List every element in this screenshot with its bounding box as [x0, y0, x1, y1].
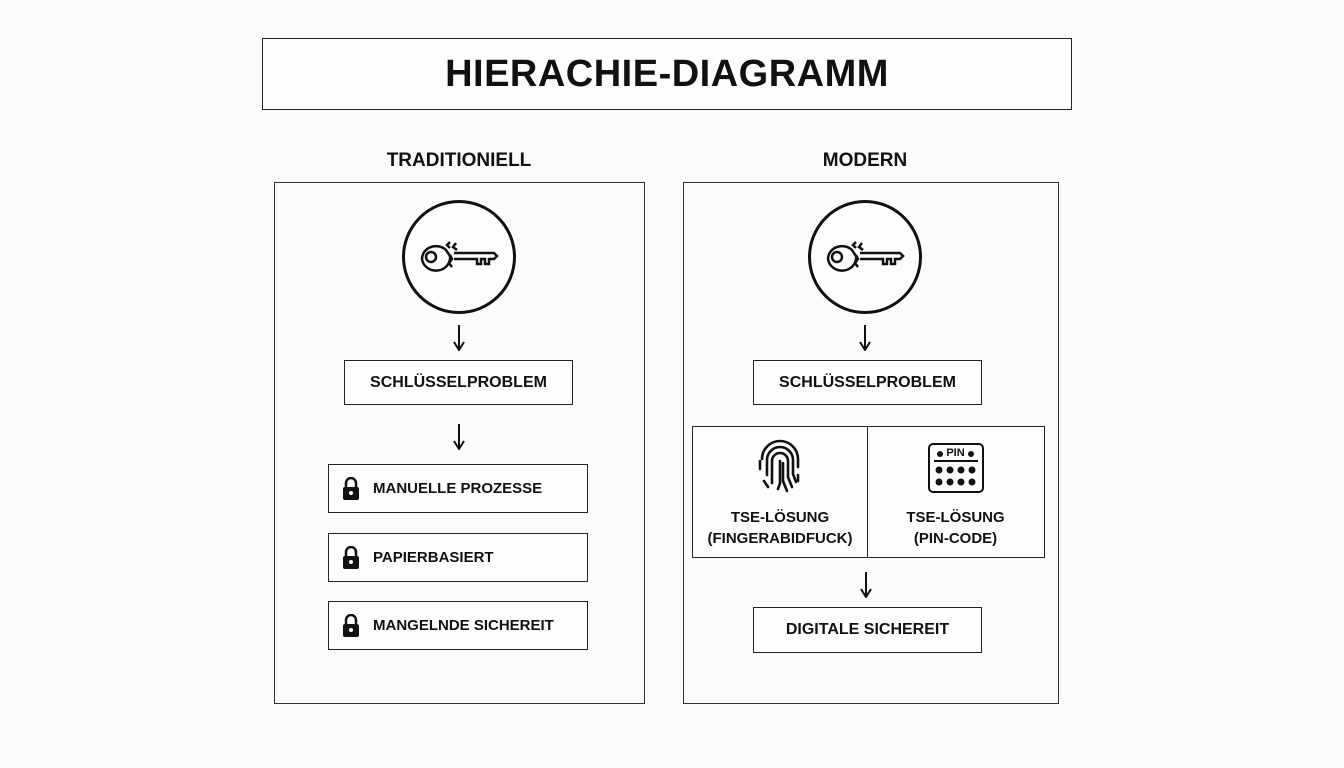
lock-icon — [341, 546, 361, 570]
item-label: PAPIERBASIERT — [373, 549, 494, 566]
fingerprint-icon — [756, 437, 804, 495]
digital-security-box: DIGITALE SICHEREIT — [753, 607, 982, 653]
solution-pin — [868, 427, 1043, 557]
broken-key-icon — [402, 200, 516, 314]
traditional-item-security — [328, 601, 588, 650]
traditional-item-manual — [328, 464, 588, 513]
solution-subtitle: (PIN-CODE) — [913, 530, 998, 547]
traditional-problem-box: SCHLÜSSELPROBLEM — [344, 360, 573, 405]
traditional-item-paper — [328, 533, 588, 582]
arrow-down-icon — [452, 424, 466, 450]
solution-subtitle: (FINGERABIDFUCK) — [707, 530, 853, 547]
lock-icon — [341, 614, 361, 638]
arrow-down-icon — [858, 325, 872, 351]
solution-title: TSE-LÖSUNG — [730, 509, 830, 526]
traditional-heading: TRADITIONIELL — [386, 150, 532, 171]
modern-problem-box: SCHLÜSSELPROBLEM — [753, 360, 982, 405]
broken-key-icon — [808, 200, 922, 314]
arrow-down-icon — [859, 572, 873, 598]
item-label: MANUELLE PROZESSE — [373, 480, 543, 497]
item-label: MANGELNDE SICHEREIT — [373, 617, 554, 634]
arrow-down-icon — [452, 325, 466, 351]
diagram-title: HIERACHIE-DIAGRAMM — [262, 38, 1072, 110]
solution-title: TSE-LÖSUNG — [906, 509, 1005, 526]
lock-icon — [341, 477, 361, 501]
pin-label: PIN — [946, 447, 965, 459]
modern-heading: MODERN — [822, 150, 908, 171]
solution-fingerprint — [693, 427, 868, 557]
solutions-box — [692, 426, 1045, 558]
pin-pad-icon — [928, 443, 984, 493]
